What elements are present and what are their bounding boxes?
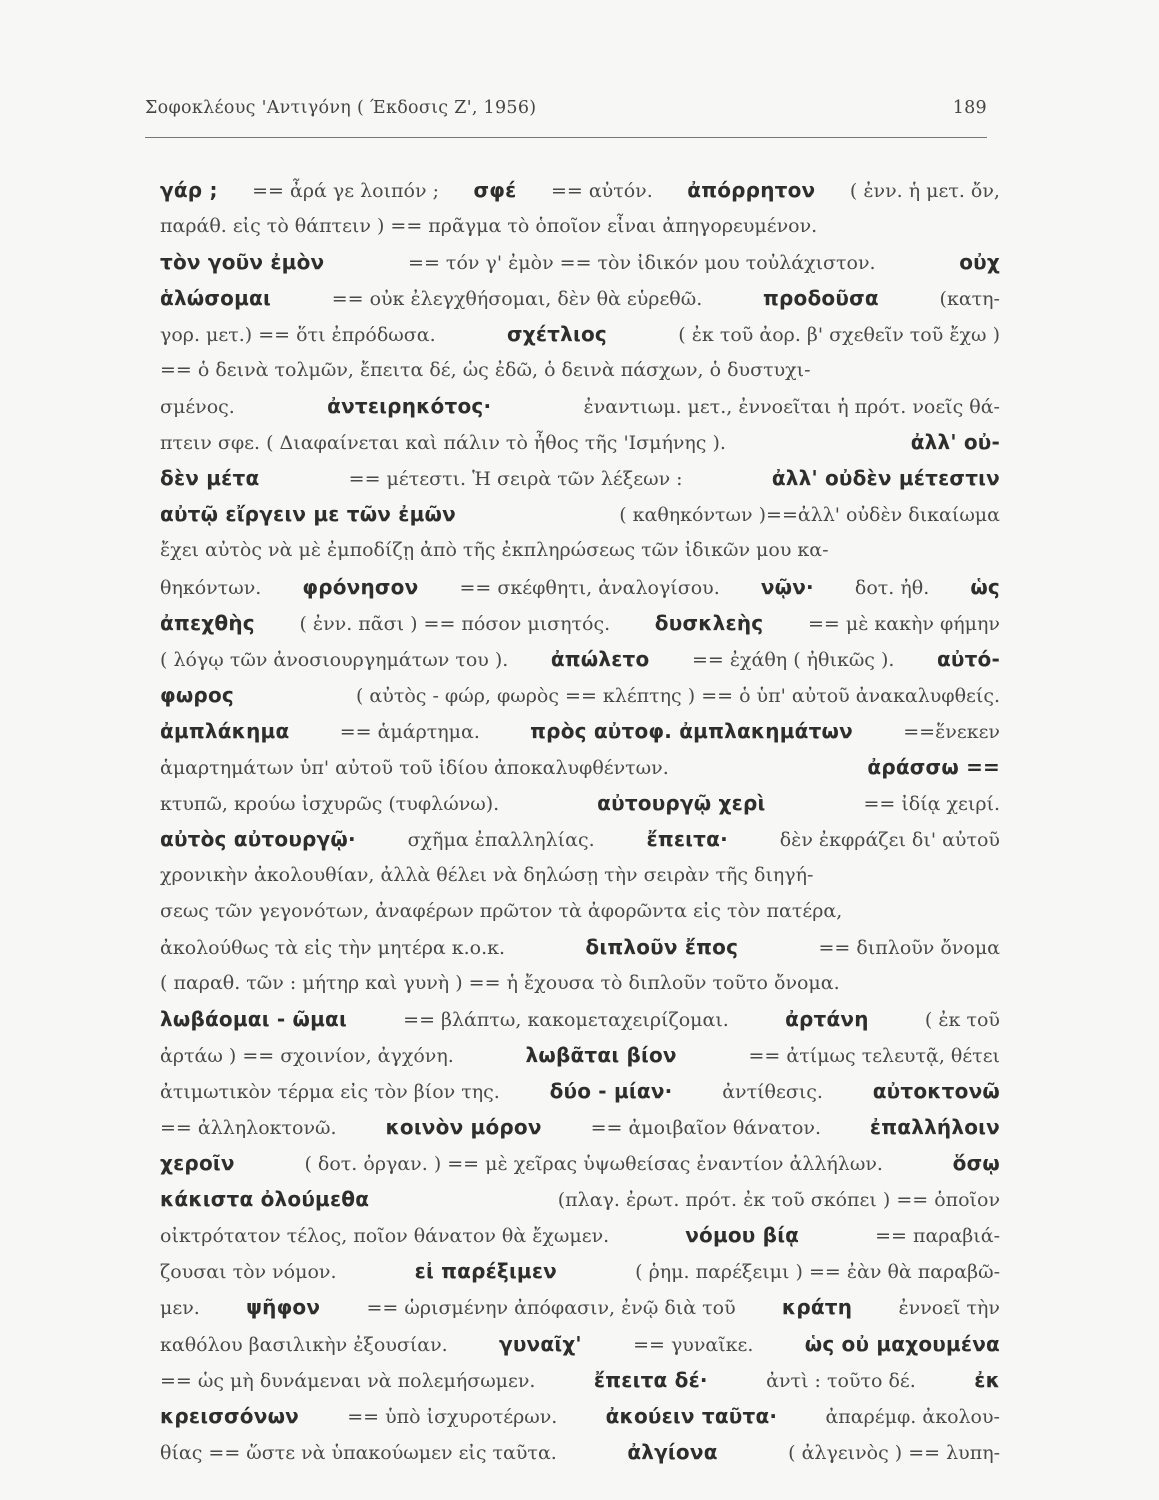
gloss-text: σμένος. bbox=[160, 396, 235, 419]
lemma-term: λωβάομαι - ῶμαι bbox=[160, 1007, 347, 1032]
gloss-text: == ὁ δεινὰ τολμῶν, ἔπειτα δέ, ὡς ἐδῶ, ὁ δεινὰ πάσχων, ὁ δυστυχι- bbox=[160, 359, 811, 382]
lemma-term: αὐτουργῷ χερὶ bbox=[597, 790, 766, 815]
text-line bbox=[160, 352, 1000, 388]
gloss-text: πτειν σφε. ( Διαφαίνεται καὶ πάλιν τὸ ἦθος τῆς 'Ισμήνης ). bbox=[160, 432, 726, 455]
lemma-term: γυναῖχ' bbox=[499, 1331, 582, 1356]
gloss-text: == ἀμοιβαῖον θάνατον. bbox=[590, 1117, 822, 1140]
lemma-term: διπλοῦν ἔπος bbox=[585, 934, 739, 959]
text-line bbox=[160, 388, 1000, 424]
text-line bbox=[160, 424, 1000, 460]
text-line bbox=[160, 532, 1000, 568]
gloss-text: == τόν γ' ἐμὸν == τὸν ἰδικόν μου τοὐλάχιστον. bbox=[408, 252, 876, 275]
lemma-term: αὐτῷ εἴργειν με τῶν ἐμῶν bbox=[160, 502, 456, 527]
lemma-term: ἁλώσομαι bbox=[160, 286, 271, 311]
gloss-text: == ἆρά γε λοιπόν ; bbox=[252, 180, 439, 202]
gloss-text: == διπλοῦν ὄνομα bbox=[818, 936, 1000, 959]
lemma-term: πρὸς αὐτοφ. ἀμπλακημάτων bbox=[530, 718, 853, 743]
gloss-text: == ὡς μὴ δυνάμεναι νὰ πολεμήσωμεν. bbox=[160, 1369, 536, 1392]
gloss-text: == ἰδίᾳ χειρί. bbox=[863, 792, 1000, 815]
gloss-text: == ἐχάθη ( ἠθικῶς ). bbox=[691, 648, 895, 671]
text-line bbox=[160, 1398, 1000, 1434]
gloss-text: καθόλου βασιλικὴν ἐξουσίαν. bbox=[160, 1333, 448, 1356]
gloss-text: ἀρτάω ) == σχοινίον, ἀγχόνη. bbox=[160, 1045, 454, 1068]
lemma-term: ἀντειρηκότος· bbox=[327, 394, 492, 419]
gloss-text: == μὲ κακὴν φήμην bbox=[807, 612, 1000, 635]
gloss-text: θηκόντων. bbox=[160, 576, 262, 599]
gloss-text: == οὐκ ἐλεγχθήσομαι, δὲν θὰ εὑρεθῶ. bbox=[331, 288, 703, 311]
text-line bbox=[160, 1217, 1000, 1253]
gloss-text: θίας == ὥστε νὰ ὑπακούωμεν εἰς ταῦτα. bbox=[160, 1441, 557, 1464]
gloss-text: ἀντὶ : τοῦτο δέ. bbox=[766, 1369, 916, 1392]
lemma-term: ἀμπλάκημα bbox=[160, 718, 290, 743]
text-line bbox=[160, 1326, 1000, 1362]
gloss-text: ἀπαρέμφ. ἀκολου- bbox=[825, 1405, 1000, 1428]
lemma-term: κάκιστα ὀλούμεθα bbox=[160, 1187, 370, 1212]
running-header bbox=[145, 98, 987, 118]
text-line bbox=[160, 208, 1000, 244]
text-line bbox=[160, 785, 1000, 821]
lemma-term: χεροῖν bbox=[160, 1151, 235, 1176]
lemma-term: ἀλγίονα bbox=[627, 1439, 718, 1464]
text-line bbox=[160, 965, 1000, 1001]
lemma-term: αὐτό- bbox=[936, 646, 1000, 671]
gloss-text: χρονικὴν ἀκολουθίαν, ἀλλὰ θέλει νὰ δηλώσῃ τὴν σειρὰν τῆς διηγή- bbox=[160, 863, 814, 886]
lemma-term: αὐτοκτονῶ bbox=[872, 1079, 1000, 1104]
gloss-text: ( ἐνν. ἡ μετ. ὄν, bbox=[849, 180, 1000, 202]
page-number: 189 bbox=[952, 98, 987, 118]
text-line bbox=[160, 1362, 1000, 1398]
gloss-text: ( ἀλγεινὸς ) == λυπη- bbox=[788, 1441, 1000, 1464]
gloss-text: ἐναντιωμ. μετ., ἐννοεῖται ἡ πρότ. νοεῖς θά- bbox=[583, 396, 1000, 419]
gloss-text: == ὑπὸ ἰσχυροτέρων. bbox=[347, 1405, 558, 1428]
lemma-term: τὸν γοῦν ἐμὸν bbox=[160, 250, 325, 275]
gloss-text: ==ἕνεκεν bbox=[903, 720, 1000, 743]
lemma-term: ἀπεχθὴς bbox=[160, 610, 255, 635]
text-line bbox=[160, 605, 1000, 641]
text-line bbox=[160, 496, 1000, 532]
gloss-text: ἀντίθεσις. bbox=[722, 1081, 823, 1104]
lemma-term: προδοῦσα bbox=[763, 286, 879, 311]
gloss-text: ( λόγῳ τῶν ἀνοσιουργημάτων του ). bbox=[160, 648, 509, 671]
lemma-term: αὐτὸς αὐτουργῷ· bbox=[160, 826, 356, 851]
gloss-text: ( δοτ. ὀργαν. ) == μὲ χεῖρας ὑψωθείσας ἐναντίον ἀλλήλων. bbox=[304, 1153, 883, 1176]
text-line bbox=[160, 172, 1000, 208]
text-line bbox=[160, 316, 1000, 352]
text-line bbox=[160, 1037, 1000, 1073]
text-line bbox=[160, 1253, 1000, 1289]
gloss-text: (κατη- bbox=[939, 288, 1000, 311]
text-line bbox=[160, 821, 1000, 857]
gloss-text: ( ἐκ τοῦ bbox=[924, 1009, 1000, 1032]
text-line bbox=[160, 280, 1000, 316]
lemma-term: δυσκλεὴς bbox=[654, 610, 764, 635]
gloss-text: κτυπῶ, κρούω ἰσχυρῶς (τυφλώνω). bbox=[160, 792, 500, 815]
lemma-term: ὅσῳ bbox=[952, 1151, 1000, 1176]
lemma-term: ἐκ bbox=[974, 1367, 1000, 1392]
lemma-term: ἀκούειν ταῦτα· bbox=[605, 1403, 778, 1428]
gloss-text: σχῆμα ἐπαλληλίας. bbox=[407, 828, 595, 851]
gloss-text: δοτ. ἠθ. bbox=[854, 576, 930, 599]
gloss-text: ( ἐκ τοῦ ἀορ. β' σχεθεῖν τοῦ ἔχω ) bbox=[678, 324, 1000, 347]
lemma-term: δύο - μίαν· bbox=[549, 1079, 673, 1104]
gloss-text: ἔχει αὐτὸς νὰ μὲ ἐμποδίζῃ ἀπὸ τῆς ἐκπληρώσεως τῶν ἰδικῶν μου κα- bbox=[160, 539, 829, 562]
gloss-text: ἀτιμωτικὸν τέρμα εἰς τὸν βίον της. bbox=[160, 1081, 500, 1104]
lemma-term: φωρος bbox=[160, 682, 234, 707]
lemma-term: φρόνησον bbox=[302, 574, 419, 599]
lemma-term: ἐπαλλήλοιν bbox=[869, 1115, 1000, 1140]
gloss-text: == ἀλληλοκτονῶ. bbox=[160, 1117, 337, 1140]
header-rule bbox=[145, 137, 987, 138]
lemma-term: σχέτλιος bbox=[506, 322, 607, 347]
lemma-term: σφέ bbox=[473, 178, 517, 202]
gloss-text: == βλάπτω, κακομεταχειρίζομαι. bbox=[403, 1009, 729, 1032]
text-line bbox=[160, 641, 1000, 677]
text-line bbox=[160, 929, 1000, 965]
text-line bbox=[160, 569, 1000, 605]
text-line bbox=[160, 713, 1000, 749]
text-line bbox=[160, 1181, 1000, 1217]
gloss-text: οἰκτρότατον τέλος, ποῖον θάνατον θὰ ἔχωμεν. bbox=[160, 1225, 610, 1248]
lemma-term: ἔπειτα δέ· bbox=[593, 1367, 708, 1392]
lemma-term: ἀπώλετο bbox=[550, 646, 650, 671]
lemma-term: κρεισσόνων bbox=[160, 1403, 299, 1428]
text-line bbox=[160, 857, 1000, 893]
lemma-term: ἔπειτα· bbox=[646, 826, 728, 851]
gloss-text: ( καθηκόντων )==ἀλλ' οὐδὲν δικαίωμα bbox=[619, 504, 1000, 527]
gloss-text: σεως τῶν γεγονότων, ἀναφέρων πρῶτον τὰ ἀφορῶντα εἰς τὸν πατέρα, bbox=[160, 899, 843, 922]
gloss-text: == σκέφθητι, ἀναλογίσου. bbox=[459, 576, 720, 599]
gloss-text: == ὡρισμένην ἀπόφασιν, ἐνῷ διὰ τοῦ bbox=[366, 1297, 736, 1320]
lemma-term: γάρ ; bbox=[160, 178, 218, 202]
gloss-text: ( παραθ. τῶν : μήτηρ καὶ γυνὴ ) == ἡ ἔχουσα τὸ διπλοῦν τοῦτο ὄνομα. bbox=[160, 972, 840, 995]
lemma-term: ἀλλ' οὐδὲν μέτεστιν bbox=[771, 466, 1000, 491]
header-title: Σοφοκλέους 'Αντιγόνη ( Έκδοσις Ζ', 1956) bbox=[145, 98, 537, 118]
gloss-text: == ἁμάρτημα. bbox=[339, 720, 480, 743]
gloss-text: γορ. μετ.) == ὅτι ἐπρόδωσα. bbox=[160, 324, 436, 347]
commentary-text bbox=[160, 172, 1000, 1470]
lemma-term: νόμου βίᾳ bbox=[685, 1223, 800, 1248]
lemma-term: ὡς οὐ μαχουμένα bbox=[804, 1331, 1000, 1356]
gloss-text: ἁμαρτημάτων ὑπ' αὐτοῦ τοῦ ἰδίου ἀποκαλυφθέντων. bbox=[160, 756, 669, 779]
text-line bbox=[160, 1073, 1000, 1109]
lemma-term: ψῆφον bbox=[246, 1295, 321, 1320]
text-line bbox=[160, 893, 1000, 929]
gloss-text: ζουσαι τὸν νόμον. bbox=[160, 1261, 337, 1284]
text-line bbox=[160, 1145, 1000, 1181]
lemma-term: κοινὸν μόρον bbox=[385, 1115, 542, 1140]
gloss-text: μεν. bbox=[160, 1297, 200, 1320]
lemma-term: εἰ παρέξιμεν bbox=[414, 1259, 558, 1284]
lemma-term: δὲν μέτα bbox=[160, 466, 260, 491]
lemma-term: οὐχ bbox=[959, 250, 1000, 275]
text-line bbox=[160, 1001, 1000, 1037]
lemma-term: λωβᾶται βίον bbox=[525, 1043, 677, 1068]
gloss-text: == μέτεστι. Ἡ σειρὰ τῶν λέξεων : bbox=[348, 468, 683, 491]
gloss-text: ἀκολούθως τὰ εἰς τὴν μητέρα κ.ο.κ. bbox=[160, 936, 506, 959]
gloss-text: παράθ. εἰς τὸ θάπτειν ) == πρᾶγμα τὸ ὁποῖον εἶναι ἀπηγορευμένον. bbox=[160, 215, 818, 238]
gloss-text: (πλαγ. ἐρωτ. πρότ. ἐκ τοῦ σκόπει ) == ὁποῖον bbox=[557, 1189, 1000, 1212]
gloss-text: == αὐτόν. bbox=[550, 180, 653, 202]
lemma-term: νῷν· bbox=[760, 574, 814, 599]
gloss-text: == γυναῖκε. bbox=[633, 1333, 754, 1356]
text-line bbox=[160, 1289, 1000, 1325]
text-line bbox=[160, 1434, 1000, 1470]
lemma-term: ἀπόρρητον bbox=[687, 178, 816, 202]
lemma-term: ἀλλ' οὐ- bbox=[910, 430, 1000, 455]
lemma-term: ὡς bbox=[970, 574, 1000, 599]
lemma-term: ἀράσσω == bbox=[867, 754, 1000, 779]
gloss-text: ( αὐτὸς - φώρ, φωρὸς == κλέπτης ) == ὁ ὑπ' αὐτοῦ ἀνακαλυφθείς. bbox=[355, 684, 1000, 707]
gloss-text: == ἀτίμως τελευτᾷ, θέτει bbox=[748, 1045, 1000, 1068]
lemma-term: κράτη bbox=[781, 1295, 853, 1320]
text-line bbox=[160, 1109, 1000, 1145]
lemma-term: ἀρτάνη bbox=[785, 1007, 869, 1032]
gloss-text: ( ῥημ. παρέξειμι ) == ἐὰν θὰ παραβῶ- bbox=[635, 1261, 1000, 1284]
text-line bbox=[160, 749, 1000, 785]
text-line bbox=[160, 460, 1000, 496]
gloss-text: ἐννοεῖ τὴν bbox=[898, 1297, 1000, 1320]
gloss-text: δὲν ἐκφράζει δι' αὐτοῦ bbox=[779, 828, 1000, 851]
text-line bbox=[160, 244, 1000, 280]
text-line bbox=[160, 677, 1000, 713]
gloss-text: ( ἐνν. πᾶσι ) == πόσον μισητός. bbox=[299, 612, 611, 635]
gloss-text: == παραβιά- bbox=[875, 1225, 1000, 1248]
